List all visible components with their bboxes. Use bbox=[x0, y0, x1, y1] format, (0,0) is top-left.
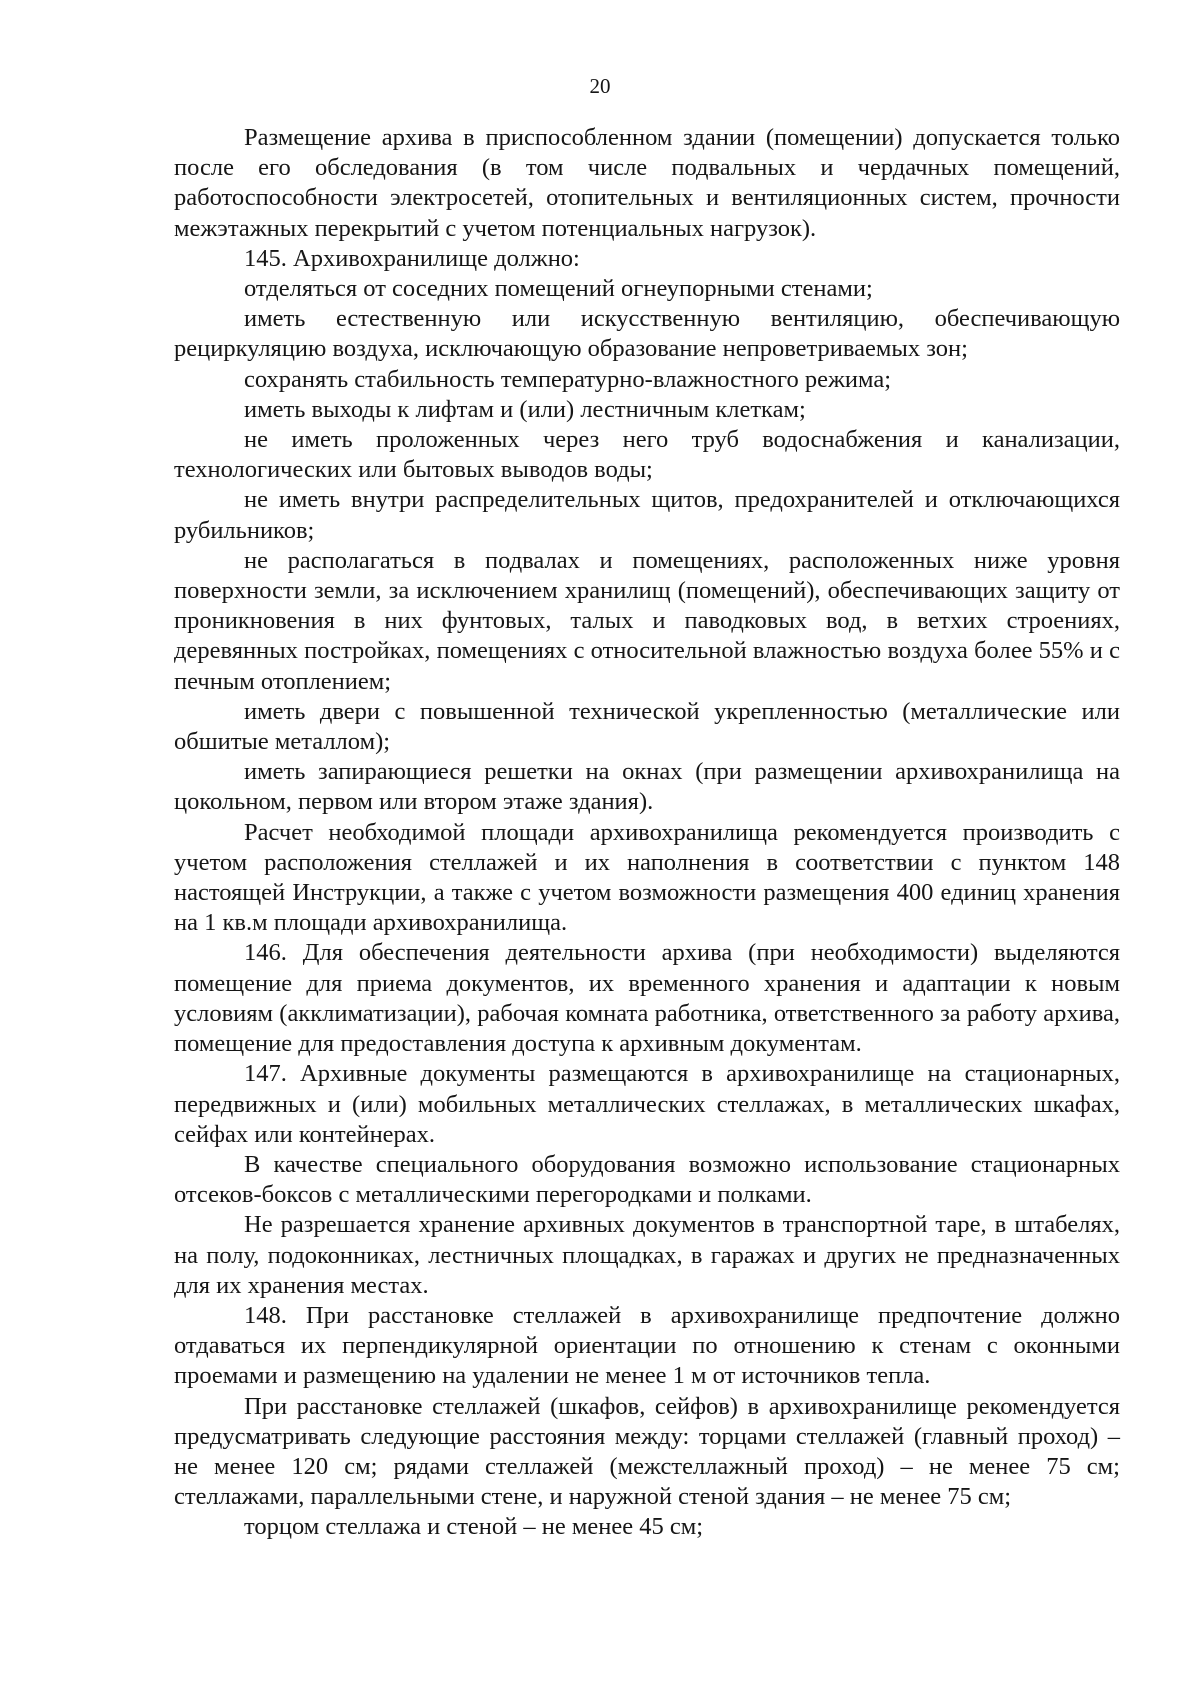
paragraph-water-pipes: не иметь проложенных через него труб водоснабжения и канализации, технологических или бытовых выводов воды; bbox=[174, 426, 1120, 484]
page-number: 20 bbox=[589, 74, 611, 98]
paragraph-end-distance: торцом стеллажа и стеной – не менее 45 см; bbox=[244, 1513, 704, 1541]
document-body bbox=[174, 123, 1120, 1543]
paragraph-146: 146. Для обеспечения деятельности архива (при необходимости) выделяются помещение для приема документов, их временного хранения и адаптации к новым условиям (акклиматизации), рабочая комната работника, ответственного за работу архива, помещение для предоставления доступа к архивным документам. bbox=[174, 939, 1120, 1058]
paragraph-147: 147. Архивные документы размещаются в архивохранилище на стационарных, передвижных и (или) мобильных металлических стеллажах, в металлических шкафах, сейфах или контейнерах. bbox=[174, 1060, 1120, 1148]
paragraph-basement-restriction: не располагаться в подвалах и помещениях, расположенных ниже уровня поверхности земли, за исключением хранилищ (помещений), обеспечивающих защиту от проникновения в них фунтовых, талых и паводковых вод, в ветхих строениях, деревянных постройках, помещениях с относительной влажностью воздуха более 55% и с печным отоплением; bbox=[174, 546, 1120, 695]
paragraph-temperature-humidity: сохранять стабильность температурно-влажностного режима; bbox=[244, 365, 892, 393]
paragraph-doors: иметь двери с повышенной технической укрепленностью (металлические или обшитые металлом); bbox=[174, 697, 1120, 756]
paragraph-area-calculation: Расчет необходимой площади архивохранилища рекомендуется производить с учетом расположения стеллажей и их наполнения в соответствии с пунктом 148 настоящей Инструкции, а также с учетом возможности размещения 400 единиц хранения на 1 кв.м площади архивохранилища. bbox=[174, 818, 1120, 937]
paragraph-electrical-panels: не иметь внутри распределительных щитов, предохранителей и отключающихся рубильников; bbox=[174, 486, 1120, 544]
paragraph-fireproof-walls: отделяться от соседних помещений огнеупорными стенами; bbox=[244, 275, 873, 303]
paragraph-distances: При расстановке стеллажей (шкафов, сейфов) в архивохранилище рекомендуется предусматривать следующие расстояния между: торцами стеллажей (главный проход) – не менее 120 см; рядами стеллажей (межстеллажный проход) – не менее 75 см; стеллажами, параллельными стене, и наружной стеной здания – не менее 75 см; bbox=[174, 1392, 1120, 1511]
paragraph-building-inspection: Размещение архива в приспособленном здании (помещении) допускается только после его обследования (в том числе подвальных и чердачных помещений, работоспособности электросетей, отопительных и вентиляционных систем, прочности межэтажных перекрытий с учетом потенциальных нагрузок). bbox=[174, 124, 1120, 242]
paragraph-145-heading: 145. Архивохранилище должно: bbox=[244, 244, 580, 272]
paragraph-window-grilles: иметь запирающиеся решетки на окнах (при размещении архивохранилища на цокольном, первом или втором этаже здания). bbox=[174, 758, 1120, 816]
paragraph-exits: иметь выходы к лифтам и (или) лестничным клеткам; bbox=[244, 395, 806, 423]
paragraph-storage-prohibition: Не разрешается хранение архивных документов в транспортной таре, в штабелях, на полу, подоконниках, лестничных площадках, в гаражах и других не предназначенных для их хранения местах. bbox=[174, 1211, 1120, 1299]
paragraph-148: 148. При расстановке стеллажей в архивохранилище предпочтение должно отдаваться их перпендикулярной ориентации по отношению к стенам с оконными проемами и размещению на удалении не менее 1 м от источников тепла. bbox=[174, 1301, 1120, 1390]
paragraph-ventilation: иметь естественную или искусственную вентиляцию, обеспечивающую рециркуляцию воздуха, исключающую образование непроветриваемых зон; bbox=[174, 305, 1120, 363]
paragraph-special-equipment: В качестве специального оборудования возможно использование стационарных отсеков-боксов с металлическими перегородками и полками. bbox=[174, 1150, 1120, 1209]
